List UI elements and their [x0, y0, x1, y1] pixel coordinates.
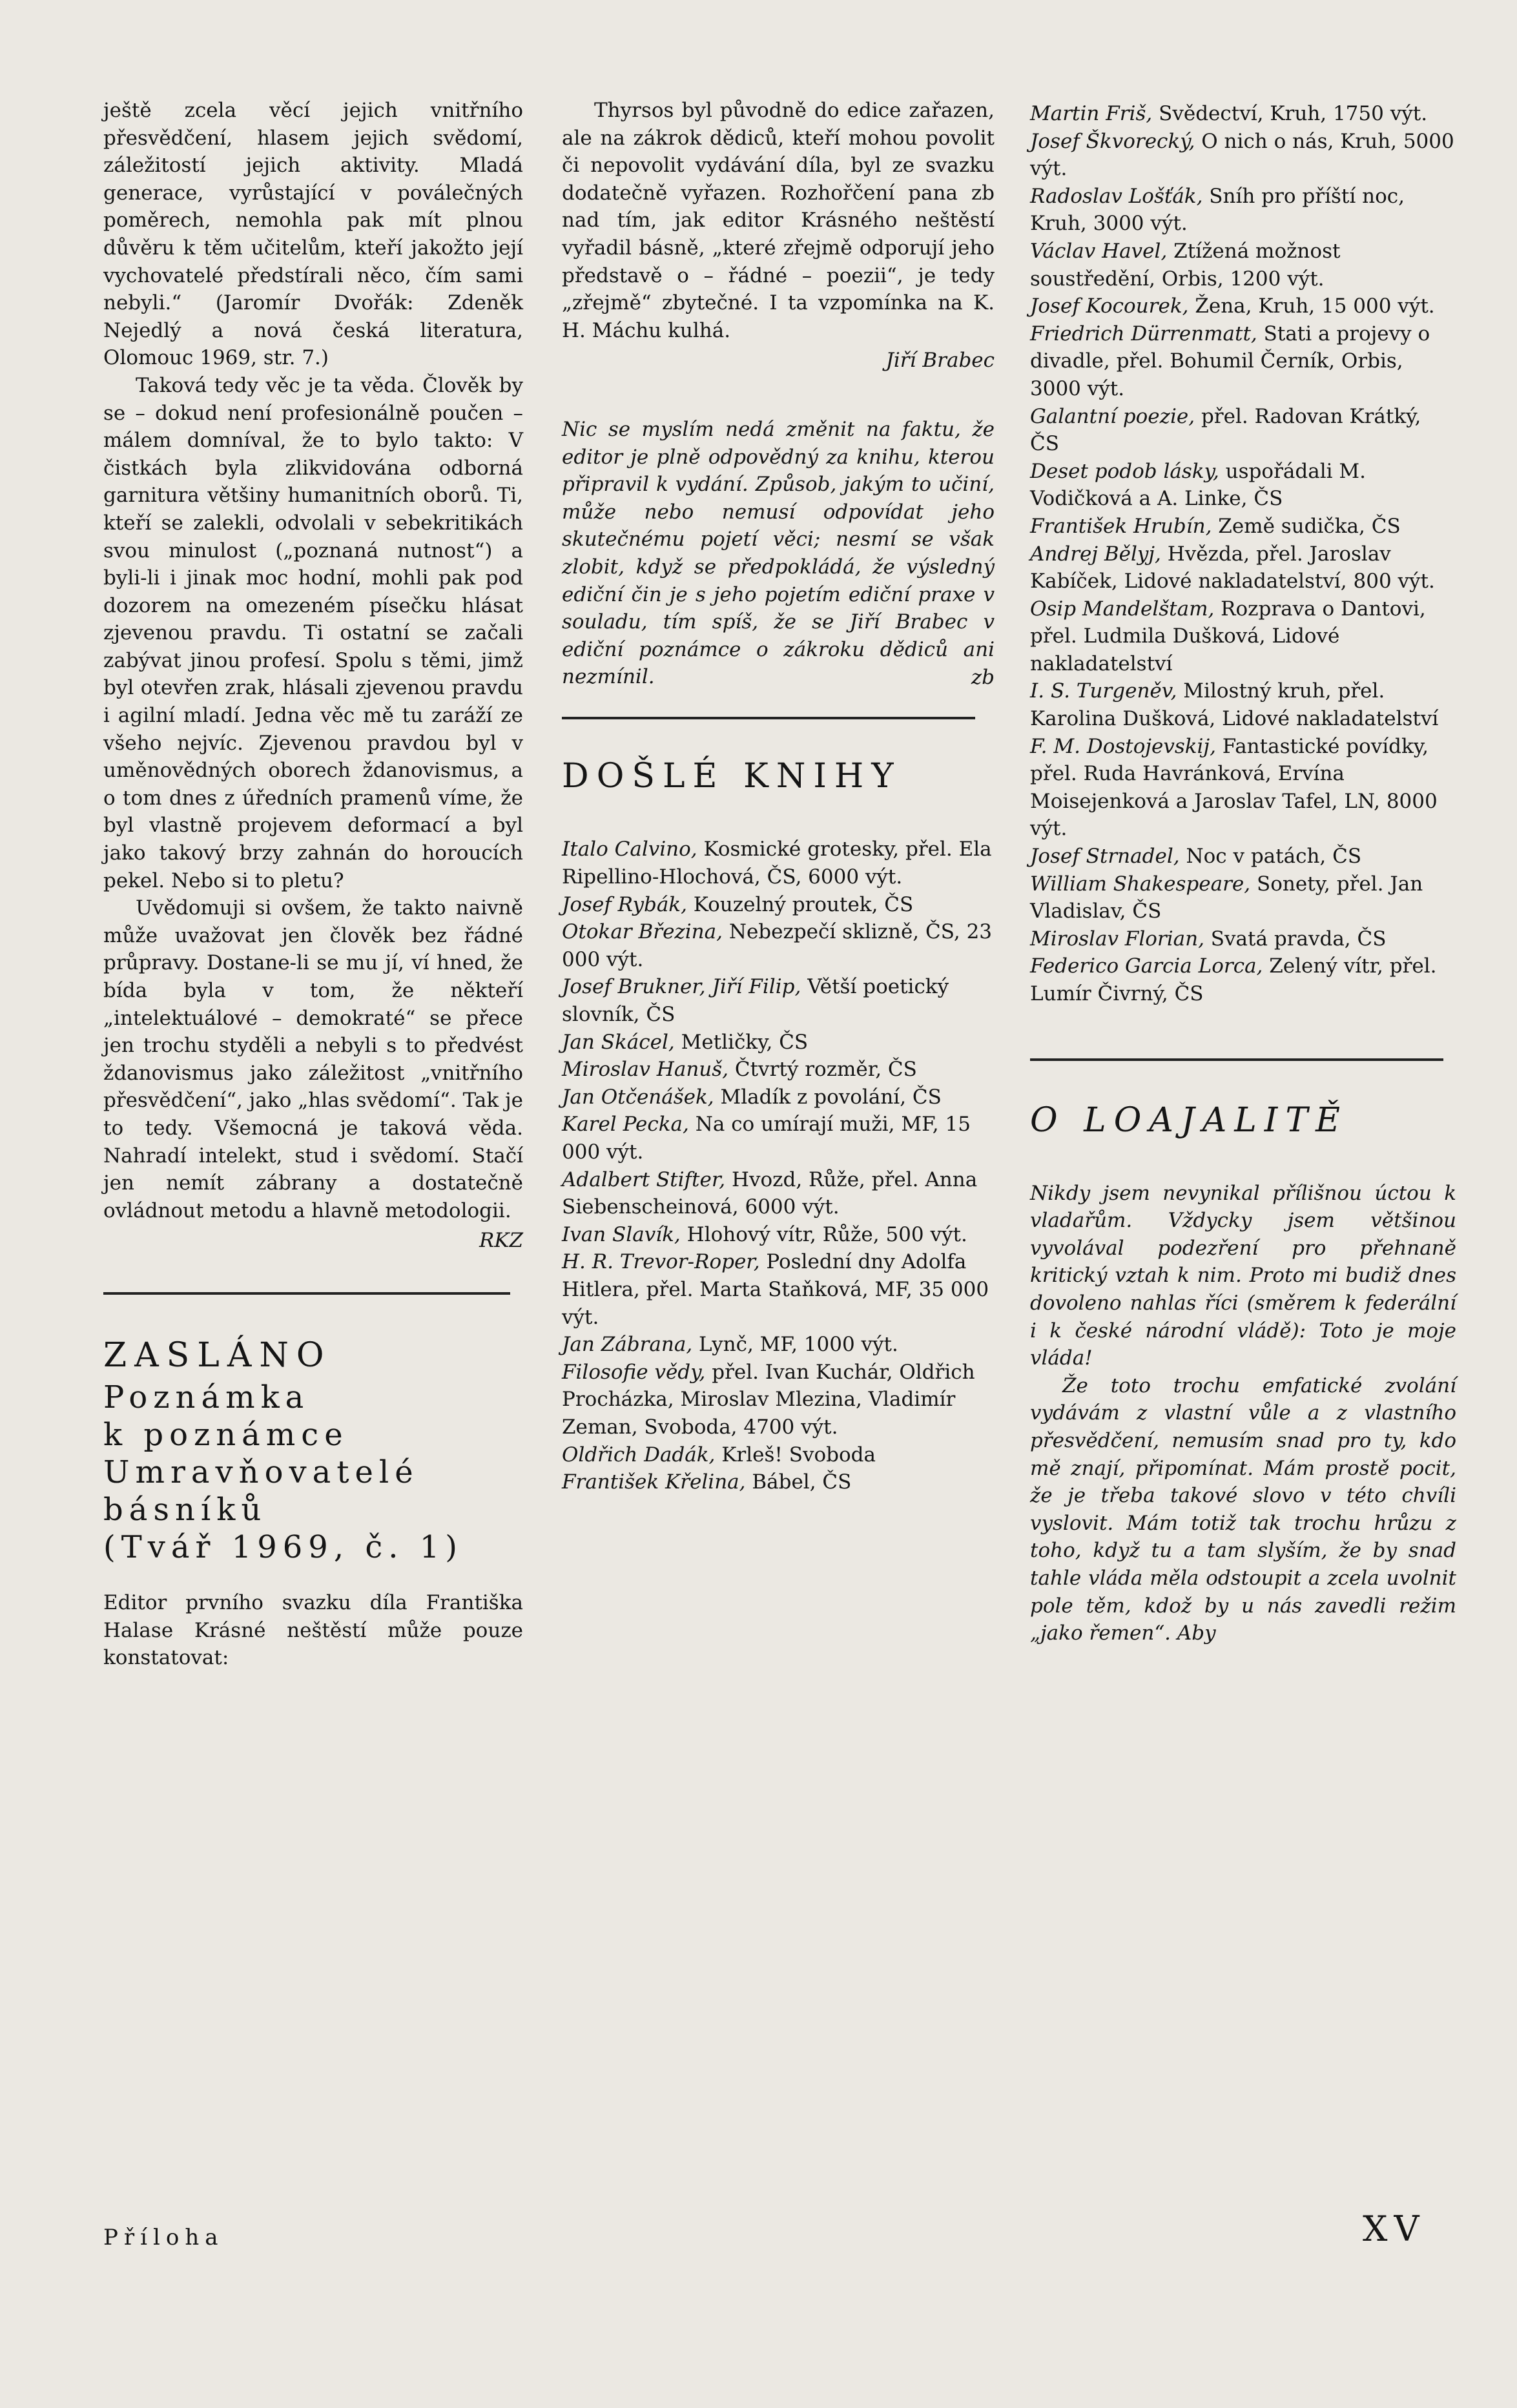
book-author: Federico Garcia Lorca, [1030, 954, 1263, 978]
book-entry [1030, 870, 1456, 925]
book-entry [1030, 925, 1456, 953]
book-author: I. S. Turgeněv, [1030, 679, 1177, 703]
book-author: Josef Rybák, [562, 892, 687, 916]
book-author: František Hrubín, [1030, 514, 1212, 538]
book-entry [562, 1331, 995, 1359]
book-entry [1030, 595, 1456, 678]
book-entry [562, 1248, 995, 1331]
book-details: Poslední dny Adolfa Hitlera, přel. Marta Staňková, MF, 35 000 výt. [562, 1250, 989, 1329]
article-paragraph: Uvědomuji si ovšem, že takto naivně může uvažovat jen člověk bez řádné průpravy. Dostane-li se mu jí, ví hned, že bída byla v tom, že někteří „intelektuálové – demokraté“ se přece jen trochu styděli a nebyli s to předvést ždanovismus jako záležitost „vnitřního přesvědčení“, jako „hlas svědomí“. Tak je to tedy. Všemocná je taková věda. Nahradí intelekt, stud i svědomí. Stačí jen nemít zábrany a dostatečně ovládnout metodu a hlavně metodologii. [103, 896, 523, 1222]
subtitle-line: Poznámka [103, 1379, 310, 1415]
book-entry [1030, 540, 1456, 595]
book-author: Josef Brukner, Jiří Filip, [562, 975, 801, 999]
book-entry [1030, 677, 1456, 732]
letter-signature: Jiří Brabec [885, 349, 995, 373]
book-details: Na co umírají muži, MF, 15 000 výt. [562, 1113, 971, 1164]
book-entry [562, 836, 995, 890]
book-details: Rozprava o Dantovi, přel. Ludmila Dušková, Lidové nakladatelství [1030, 597, 1426, 675]
book-details: Krleš! Svoboda [715, 1443, 876, 1466]
column-middle [562, 97, 995, 1496]
book-details: přel. Radovan Krátký, ČS [1030, 404, 1421, 456]
book-author: Osip Mandelštam, [1030, 597, 1215, 621]
book-entry [562, 1029, 995, 1056]
book-author: Friedrich Dürrenmatt, [1030, 322, 1257, 345]
book-author: Oldřich Dadák, [562, 1443, 716, 1466]
books-list [562, 836, 995, 1496]
book-entry [1030, 100, 1456, 128]
book-details: uspořádali M. Vodičková a A. Linke, ČS [1030, 459, 1366, 511]
book-author: H. R. Trevor-Roper, [562, 1250, 760, 1274]
loyalty-paragraph: Že toto trochu emfatické zvolání vydávám z vlastní vůle a z vlastního přesvědčení, nemusím snad pro ty, kdo mě znají, připomínat. Mám prostě pocit, že je třeba takové slovo v této chvíli vyslovit. Mám totiž tak trochu hrůzu z toho, když tu a tam slyším, že by snad tahle vláda měla odstoupit a zcela uvolnit pole těm, kdož by u nás zavedli režim „jako řemen“. Aby [1030, 1374, 1456, 1645]
book-details: Kouzelný proutek, ČS [686, 892, 914, 916]
page-number: XV [1363, 2208, 1426, 2249]
book-entry [562, 1056, 995, 1084]
book-author: Václav Havel, [1030, 239, 1168, 263]
book-author: Karel Pecka, [562, 1113, 689, 1137]
book-entry [562, 1359, 995, 1441]
book-author: Jan Zábrana, [562, 1333, 693, 1357]
reply-paragraph: Nic se myslím nedá změnit na faktu, že editor je plně odpovědný za knihu, kterou připravil k vydání. Způsob, jakým to učiní, může nebo nemusí odpovídat jeho skutečnému pojetí věci; nesmí se však zlobit, když se předpokládá, že výsledný ediční čin je s jeho pojetím ediční praxe v souladu, tím spíš, že se Jiří Brabec v ediční poznámce o zákroku dědiců ani nezmínil. [562, 417, 995, 689]
book-details: Svědectví, Kruh, 1750 výt. [1152, 102, 1428, 125]
book-details: Bábel, ČS [745, 1470, 852, 1494]
book-author: Josef Strnadel, [1030, 845, 1180, 869]
article-paragraph: ještě zcela věcí jejich vnitřního přesvědčení, hlasem jejich svědomí, záležitostí jejich aktivity. Mladá generace, vyrůstající v poválečných poměrech, nemohla pak mít plnou důvěru k těm učitelům, kteří jakožto její vychovatelé předstírali něco, čím sami nebyli.“ (Jaromír Dvořák: Zdeněk Nejedlý a nová česká literatura, Olomouc 1969, str. 7.) [103, 99, 523, 370]
book-entry [1030, 733, 1456, 843]
book-author: František Křelina, [562, 1470, 746, 1494]
book-author: Jan Skácel, [562, 1030, 675, 1054]
book-details: Hvězda, přel. Jaroslav Kabíček, Lidové nakladatelství, 800 výt. [1030, 542, 1435, 593]
letter-paragraph: Thyrsos byl původně do edice zařazen, ale na zákrok dědiců, kteří mohou povolit či nepovolit vydávání díla, byl ze svazku dodatečně vyřazen. Rozhořčení pana zb nad tím, jak editor Krásného neštěstí vyřadil básně, „které zřejmě odporují jeho představě o – řádné – poezii“, je tedy „zřejmě“ zbytečné. I ta vzpomínka na K. H. Máchu kulhá. [562, 99, 995, 342]
book-author: Adalbert Stifter, [562, 1168, 726, 1191]
book-details: Svatá pravda, ČS [1204, 927, 1387, 951]
book-details: Ztížená možnost soustředění, Orbis, 1200 výt. [1030, 239, 1341, 291]
book-author: Filosofie vědy, [562, 1360, 706, 1384]
book-entry [1030, 458, 1456, 513]
book-author: Andrej Bělyj, [1030, 542, 1161, 566]
column-left [103, 97, 523, 1672]
book-details: Žena, Kruh, 15 000 výt. [1188, 294, 1435, 318]
book-details: Sníh pro příští noc, Kruh, 3000 výt. [1030, 184, 1405, 236]
book-details: Hvozd, Růže, přel. Anna Siebenscheinová, 6000 výt. [562, 1168, 978, 1219]
book-details: Země sudička, ČS [1212, 514, 1401, 538]
subtitle-line: (Tvář 1969, č. 1) [103, 1528, 464, 1565]
book-author: Otokar Březina, [562, 920, 723, 944]
book-entry [562, 1221, 995, 1249]
article-paragraph: Taková tedy věc je ta věda. Člověk by se – dokud není profesionálně poučen – málem domníval, že to bylo takto: V čistkách byla zlikvidována odborná garnitura většiny humanitních oborů. Ti, kteří se zalekli, odvolali v sebekritikách svou minulost („poznaná nutnost“) a byli-li i jinak moc hodní, mohli pak pod dozorem na omezeném písečku hlásat zjevenou pravdu. Ti ostatní se začali zabývat jinou profesí. Spolu s těmi, jimž byl otevřen zrak, hlásali zjevenou pravdu i agilní mladí. Jedna věc mě tu zaráží ze všeho nejvíc. Zjevenou pravdou byl v uměnovědných oborech ždanovismus, a o tom dnes z úředních pramenů víme, že byl vlastně projevem deformací a byl jako takový brzy zahnán do horoucích pekel. Nebo si to pletu? [103, 373, 523, 892]
book-entry [1030, 320, 1456, 403]
book-details: Zelený vítr, přel. Lumír Čivrný, ČS [1030, 954, 1437, 1005]
book-entry [1030, 513, 1456, 540]
book-entry [1030, 238, 1456, 293]
book-entry [562, 1111, 995, 1166]
book-author: Deset podob lásky, [1030, 459, 1219, 483]
book-author: Ivan Slavík, [562, 1222, 681, 1246]
book-entry [1030, 843, 1456, 870]
book-details: přel. Ivan Kuchár, Oldřich Procházka, Miroslav Mlezina, Vladimír Zeman, Svoboda, 4700 výt. [562, 1360, 975, 1439]
book-details: Sonety, přel. Jan Vladislav, ČS [1030, 872, 1423, 923]
book-details: Lynč, MF, 1000 výt. [692, 1333, 898, 1357]
zaslano-subtitle [103, 1379, 523, 1566]
book-details: Milostný kruh, přel. Karolina Dušková, Lidové nakladatelství [1030, 679, 1439, 731]
book-author: Martin Friš, [1030, 102, 1153, 125]
zaslano-paragraph: Editor prvního svazku díla Františka Halase Krásné neštěstí může pouze konstatovat: [103, 1590, 523, 1670]
books-list [1030, 100, 1456, 1008]
book-details: Mladík z povolání, ČS [714, 1085, 942, 1109]
book-details: Hlohový vítr, Růže, 500 výt. [680, 1222, 967, 1246]
book-author: Miroslav Florian, [1030, 927, 1204, 951]
book-entry [1030, 952, 1456, 1007]
article-signature: RKZ [479, 1229, 523, 1253]
loyalty-title: O LOAJALITĚ [1030, 1100, 1348, 1140]
zaslano-title: ZASLÁNO [103, 1335, 332, 1375]
book-author: F. M. Dostojevskij, [1030, 734, 1216, 758]
reply-signature: zb [971, 665, 995, 689]
book-author: Jan Otčenášek, [562, 1085, 714, 1109]
section-divider [562, 717, 975, 719]
loyalty-paragraph: Nikdy jsem nevynikal přílišnou úctou k vladařům. Vždycky jsem většinou vyvolával podezření pro přehnaně kritický vztah k nim. Proto mi budiž dnes dovoleno nahlas říci (směrem k federální i k české národní vládě): Toto je moje vláda! [1030, 1181, 1456, 1370]
book-entry [562, 1084, 995, 1111]
books-title: DOŠLÉ KNIHY [562, 757, 902, 796]
book-details: Stati a projevy o divadle, přel. Bohumil Černík, Orbis, 3000 výt. [1030, 322, 1430, 400]
section-divider [103, 1292, 510, 1295]
book-author: Josef Kocourek, [1030, 294, 1189, 318]
section-divider [1030, 1058, 1443, 1061]
book-entry [1030, 403, 1456, 458]
book-entry [562, 1468, 995, 1496]
book-entry [562, 973, 995, 1028]
book-author: Galantní poezie, [1030, 404, 1195, 428]
book-details: Čtvrtý rozměr, ČS [728, 1058, 917, 1082]
editor-reply [562, 416, 995, 692]
book-entry [1030, 293, 1456, 320]
book-entry [562, 1441, 995, 1469]
book-details: Nebezpečí sklizně, ČS, 23 000 výt. [562, 920, 993, 971]
book-details: Fantastické povídky, přel. Ruda Havránková, Ervína Moisejenková a Jaroslav Tafel, LN, 8000 výt. [1030, 734, 1438, 841]
subtitle-line: Umravňovatelé [103, 1454, 419, 1490]
book-entry [562, 1166, 995, 1221]
subtitle-line: básníků [103, 1491, 267, 1528]
book-details: Metličky, ČS [674, 1030, 809, 1054]
book-author: Miroslav Hanuš, [562, 1058, 729, 1082]
book-details: Kosmické grotesky, přel. Ela Ripellino-Hlochová, ČS, 6000 výt. [562, 838, 992, 889]
footer-supplement-label: Příloha [103, 2225, 224, 2250]
loyalty-article [1030, 1180, 1456, 1647]
book-author: Josef Škvorecký, [1030, 129, 1195, 153]
book-author: Italo Calvino, [562, 838, 697, 861]
book-author: William Shakespeare, [1030, 872, 1251, 896]
book-details: Noc v patách, ČS [1179, 845, 1362, 869]
column-right [1030, 100, 1456, 1647]
book-entry [1030, 128, 1456, 183]
book-details: O nich o nás, Kruh, 5000 výt. [1030, 129, 1454, 181]
subtitle-line: k poznámce [103, 1416, 349, 1453]
book-details: Větší poetický slovník, ČS [562, 975, 949, 1027]
book-entry [562, 891, 995, 919]
book-author: Radoslav Lošťák, [1030, 184, 1203, 208]
book-entry [562, 918, 995, 973]
book-entry [1030, 183, 1456, 238]
